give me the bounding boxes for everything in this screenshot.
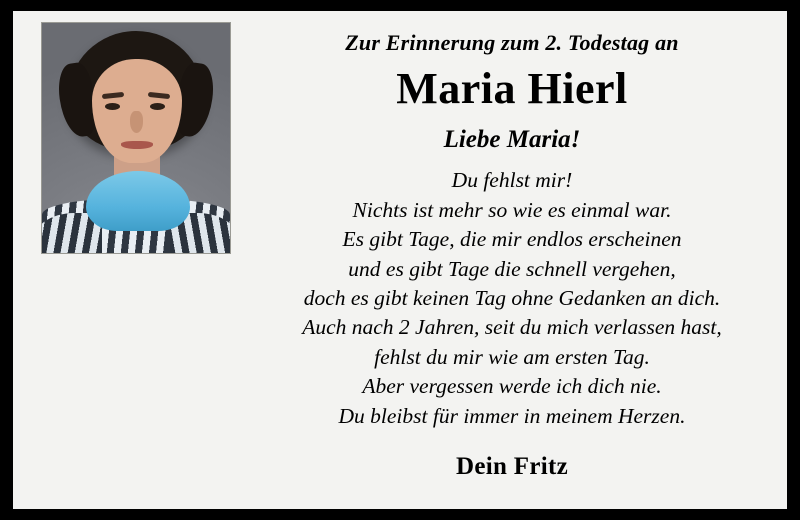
mouth-shape [121,141,153,149]
verse-line: und es gibt Tage die schnell vergehen, [348,256,676,281]
nose-shape [130,111,143,133]
verse-line: Du fehlst mir! [451,168,573,193]
verse-line: Nichts ist mehr so wie es einmal war. [352,197,672,222]
signature-line: Dein Fritz [456,453,568,481]
eye-right-shape [150,103,165,110]
notice-text-column [245,21,779,481]
verse-line: Aber vergessen werde ich dich nie. [362,374,662,399]
eye-left-shape [105,103,120,110]
verse-line: fehlst du mir wie am ersten Tag. [374,344,650,369]
dedication-line: Zur Erinnerung zum 2. Todestag an [345,30,679,55]
memorial-notice-body [13,11,787,509]
verse-block [245,166,779,431]
verse-line: Es gibt Tage, die mir endlos erscheinen [342,227,682,252]
salutation-line: Liebe Maria! [443,126,581,154]
verse-line: Auch nach 2 Jahren, seit du mich verlassen hast, [302,315,722,340]
portrait-photo [41,22,231,254]
verse-line: doch es gibt keinen Tag ohne Gedanken an dich. [303,286,721,310]
verse-line: Du bleibst für immer in meinem Herzen. [338,403,686,428]
deceased-name: Maria Hierl [396,64,628,113]
